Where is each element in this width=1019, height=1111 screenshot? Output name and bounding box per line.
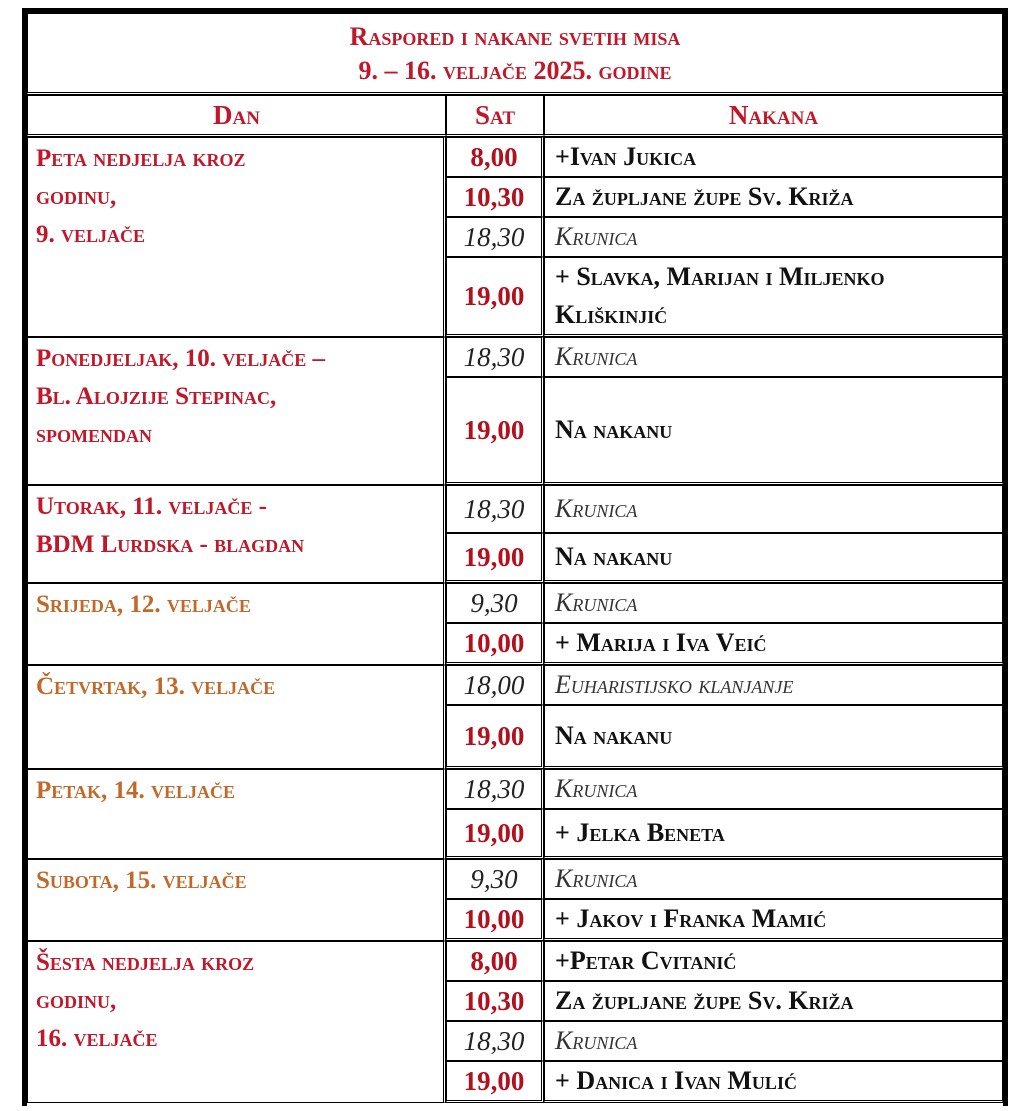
- day-label-line: Ponedjeljak, 10. veljače –: [36, 345, 326, 372]
- day-cell: [27, 485, 446, 583]
- day-cell: [27, 337, 446, 485]
- day-cell: [27, 583, 446, 665]
- mass-intention: Za župljane župe Sv. Križa: [544, 981, 1003, 1021]
- day-label-line: Šesta nedjelja kroz: [36, 949, 255, 976]
- day-cell: [27, 137, 446, 337]
- header-nakana: Nakana: [544, 95, 1003, 137]
- mass-intention: + Jelka Beneta: [544, 809, 1003, 859]
- table-row: [27, 485, 1003, 533]
- mass-intention: Na nakanu: [544, 533, 1003, 583]
- mass-intention: Na nakanu: [544, 705, 1003, 769]
- mass-time: 18,30: [446, 217, 544, 257]
- mass-intention: Krunica: [544, 583, 1003, 623]
- mass-intention: Krunica: [544, 1021, 1003, 1061]
- mass-intention: Krunica: [544, 859, 1003, 899]
- title-line-2: 9. – 16. veljače 2025. godine: [358, 56, 672, 85]
- day-label-line: 16. veljače: [36, 1025, 158, 1052]
- mass-intention: Krunica: [544, 485, 1003, 533]
- day-label-line: godinu,: [36, 183, 117, 210]
- mass-time: 18,30: [446, 769, 544, 809]
- day-label-line: 9. veljače: [36, 221, 146, 248]
- day-cell: [27, 665, 446, 769]
- day-cell: [27, 859, 446, 941]
- mass-intention: + Jakov i Franka Mamić: [544, 899, 1003, 941]
- table-row: [27, 769, 1003, 809]
- table-row: [27, 137, 1003, 177]
- header-dan: Dan: [27, 95, 446, 137]
- table-row: [27, 337, 1003, 377]
- day-label-line: Peta nedjelja kroz: [36, 145, 246, 172]
- table-row: [27, 859, 1003, 899]
- mass-time: 9,30: [446, 859, 544, 899]
- day-label-line: Bl. Alojzije Stepinac,: [36, 383, 277, 410]
- day-cell: [27, 769, 446, 859]
- mass-intention: Krunica: [544, 769, 1003, 809]
- day-label-line: Srijeda, 12. veljače: [36, 591, 251, 618]
- day-label-line: Četvrtak, 13. veljače: [36, 673, 276, 700]
- day-cell: [27, 941, 446, 1103]
- header-sat: Sat: [446, 95, 544, 137]
- mass-time: 8,00: [446, 941, 544, 981]
- mass-time: 19,00: [446, 257, 544, 337]
- mass-time: 10,00: [446, 623, 544, 665]
- mass-time: 19,00: [446, 809, 544, 859]
- mass-intention: + Marija i Iva Veić: [544, 623, 1003, 665]
- mass-intention: Za župljane župe Sv. Križa: [544, 177, 1003, 217]
- mass-time: 19,00: [446, 1061, 544, 1103]
- mass-intention: + Slavka, Marijan i Miljenko Kliškinjić: [544, 257, 1003, 337]
- mass-intention: Krunica: [544, 217, 1003, 257]
- mass-time: 19,00: [446, 377, 544, 485]
- table-row: [27, 941, 1003, 981]
- mass-schedule-table: [27, 13, 1003, 1103]
- mass-time: 18,00: [446, 665, 544, 705]
- mass-time: 10,30: [446, 981, 544, 1021]
- mass-intention: Na nakanu: [544, 377, 1003, 485]
- mass-time: 10,30: [446, 177, 544, 217]
- mass-time: 18,30: [446, 337, 544, 377]
- mass-intention: +Ivan Jukica: [544, 137, 1003, 177]
- mass-time: 19,00: [446, 533, 544, 583]
- day-label-line: Subota, 15. veljače: [36, 867, 247, 894]
- mass-intention: +Petar Cvitanić: [544, 941, 1003, 981]
- mass-intention: + Danica i Ivan Mulić: [544, 1061, 1003, 1103]
- day-label-line: Utorak, 11. veljače -: [36, 493, 267, 520]
- mass-time: 10,00: [446, 899, 544, 941]
- mass-time: 8,00: [446, 137, 544, 177]
- day-label-line: godinu,: [36, 987, 117, 1014]
- table-row: [27, 583, 1003, 623]
- day-label-line: BDM Lurdska - blagdan: [36, 531, 305, 558]
- mass-intention: Euharistijsko klanjanje: [544, 665, 1003, 705]
- mass-time: 18,30: [446, 1021, 544, 1061]
- mass-time: 18,30: [446, 485, 544, 533]
- day-label-line: spomendan: [36, 421, 152, 448]
- mass-intention: Krunica: [544, 337, 1003, 377]
- table-row: [27, 665, 1003, 705]
- title-line-1: Raspored i nakane svetih misa: [349, 22, 681, 51]
- schedule-title: [27, 13, 1003, 95]
- day-label-line: Petak, 14. veljače: [36, 777, 235, 804]
- mass-time: 9,30: [446, 583, 544, 623]
- mass-time: 19,00: [446, 705, 544, 769]
